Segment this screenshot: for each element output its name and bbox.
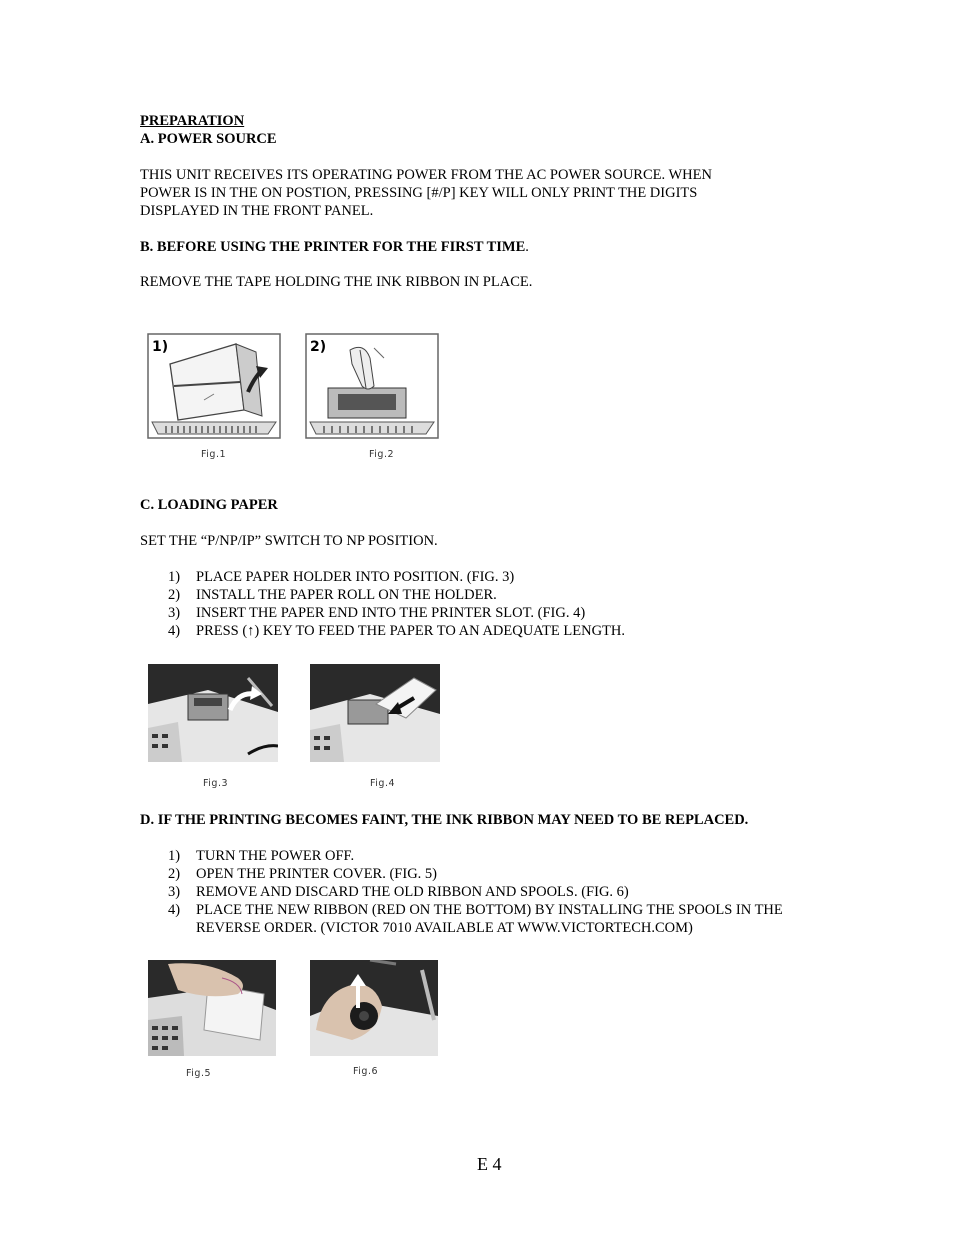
section-a-title: A. POWER SOURCE [140,131,277,147]
fig5-photo [148,960,276,1056]
list-item-number: 2) [168,866,181,882]
fig1-label: 1) [152,339,169,355]
section-a-line: POWER IS IN THE ON POSTION, PRESSING [#/P] KEY WILL ONLY PRINT THE DIGITS [140,185,698,201]
list-item-number: 3) [168,884,181,900]
list-item-number: 1) [168,848,181,864]
list-item: REMOVE AND DISCARD THE OLD RIBBON AND SPOOLS. (FIG. 6) [196,884,629,900]
fig2-caption: Fig.2 [369,449,395,460]
section-b-title-text: B. BEFORE USING THE PRINTER FOR THE FIRST TIME [140,239,526,255]
page-heading: PREPARATION [140,113,245,129]
section-d-title: D. IF THE PRINTING BECOMES FAINT, THE INK RIBBON MAY NEED TO BE REPLACED. [140,812,749,828]
fig3-caption: Fig.3 [203,778,229,789]
section-c-intro: SET THE “P/NP/IP” SWITCH TO NP POSITION. [140,533,438,549]
list-item: TURN THE POWER OFF. [196,848,355,864]
fig5-caption: Fig.5 [186,1068,212,1079]
section-c-title: C. LOADING PAPER [140,497,278,513]
fig4-caption: Fig.4 [370,778,396,789]
fig1-caption: Fig.1 [201,449,227,460]
fig2-label: 2) [310,339,327,355]
fig6-caption: Fig.6 [353,1066,379,1077]
list-item: PLACE THE NEW RIBBON (RED ON THE BOTTOM) BY INSTALLING THE SPOOLS IN THE REVERSE ORDER. (VICTOR 7010 AVAILABLE AT WWW.VICTORTECH.COM) [196,902,783,936]
section-b-title [140,238,529,256]
list-item: OPEN THE PRINTER COVER. (FIG. 5) [196,866,437,882]
list-item-number: 4) [168,623,181,639]
fig3-photo [148,664,278,762]
list-item: INSTALL THE PAPER ROLL ON THE HOLDER. [196,587,497,603]
list-item-number: 4) [168,902,181,918]
section-a-line: DISPLAYED IN THE FRONT PANEL. [140,203,374,219]
section-a-line: THIS UNIT RECEIVES ITS OPERATING POWER FROM THE AC POWER SOURCE. WHEN [140,167,712,183]
list-item-number: 3) [168,605,181,621]
fig4-photo [310,664,440,762]
fig6-photo [310,960,438,1056]
section-b-text: REMOVE THE TAPE HOLDING THE INK RIBBON IN PLACE. [140,274,533,290]
page-number: E 4 [477,1154,502,1174]
list-item-number: 1) [168,569,181,585]
list-item: PRESS (↑) KEY TO FEED THE PAPER TO AN ADEQUATE LENGTH. [196,623,625,639]
list-item-number: 2) [168,587,181,603]
list-item: INSERT THE PAPER END INTO THE PRINTER SLOT. (FIG. 4) [196,605,586,621]
list-item: PLACE PAPER HOLDER INTO POSITION. (FIG. 3) [196,569,515,585]
section-b-title-period: . [525,239,529,255]
